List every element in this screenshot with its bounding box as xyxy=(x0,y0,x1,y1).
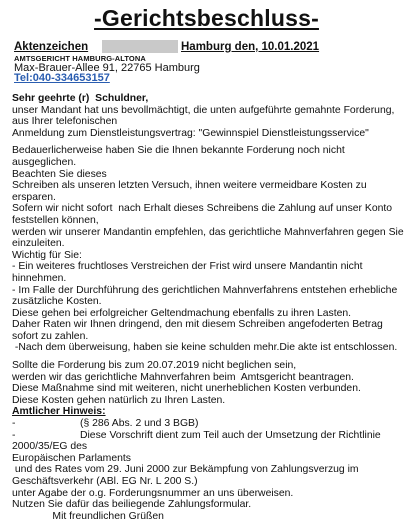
para2-line: Schreiben als unseren letzten Versuch, ihnen weitere vermeidbare Kosten zu xyxy=(12,180,367,192)
letter-body xyxy=(12,93,408,522)
para2-line: Daher Raten wir Ihnen dringend, den mit diesem Schreiben angefoderten Betrag xyxy=(12,319,383,331)
place-date: Hamburg den, 10.01.2021 xyxy=(181,41,320,53)
para2-line: ausgeglichen. xyxy=(12,156,77,168)
para1-line: aus Ihrer telefonischen xyxy=(12,116,118,128)
para2-line: zusätzliche Kosten. xyxy=(12,296,102,308)
para2-line: Bedauerlicherweise haben Sie die Ihnen bekannte Forderung noch nicht xyxy=(12,145,345,157)
header-row xyxy=(14,40,399,54)
para2-line: Diese gehen bei erfolgreicher Geltendmachung ebenfalls zu ihren Lasten. xyxy=(12,307,352,319)
para3-line: Diese Maßnahme sind mit weiteren, nicht unerheblichen Kosten verbunden. xyxy=(12,383,361,395)
para3-line: Sollte die Forderung bis zum 20.07.2019 nicht beglichen sein, xyxy=(12,360,297,372)
phone-link[interactable]: Tel:040-334653157 xyxy=(14,72,110,84)
para2-line: werden wir unserer Mandantin empfehlen, das gerichtliche Mahnverfahren gegen Sie xyxy=(12,226,404,238)
notice-item xyxy=(12,430,408,442)
para2-line: sofort zu zahlen. xyxy=(12,330,89,342)
para2-line: ersparen. xyxy=(12,191,56,203)
notice-text: Diese Vorschrift dient zum Teil auch der Umsetzung der Richtlinie xyxy=(80,429,381,441)
para2-line: Beachten Sie dieses xyxy=(12,168,107,180)
notice-cont-line: und des Rates vom 29. Juni 2000 zur Bekämpfung von Zahlungsverzug im xyxy=(12,464,359,476)
court-address: Max-Brauer-Allee 91, 22765 Hamburg xyxy=(14,62,200,74)
closing: Mit freundlichen Grüßen xyxy=(12,510,164,522)
para1-line: Anmeldung zum Dienstleistungsvertrag: "Gewinnspiel Dienstleistungsservice" xyxy=(12,127,369,139)
para2-line: Sofern wir nicht sofort nach Erhalt dieses Schreibens die Zahlung auf unser Konto xyxy=(12,203,393,215)
notice-text: (§ 286 Abs. 2 und 3 BGB) xyxy=(80,418,199,430)
para2-line: -Nach dem überweisung, haben sie keine schulden mehr.Die akte ist entschlossen. xyxy=(12,342,398,354)
notice-cont-line: unter Agabe der o.g. Forderungsnummer an uns überweisen. xyxy=(12,487,294,499)
notice-cont-line: 2000/35/EG des xyxy=(12,441,88,453)
notice-cont-line: Europäischen Parlaments xyxy=(12,452,131,464)
redacted-case-number xyxy=(102,40,178,53)
para2-line: feststellen können, xyxy=(12,214,99,226)
notice-item xyxy=(12,418,408,430)
notice-heading: Amtlicher Hinweis: xyxy=(12,406,106,418)
para2-line: einzuleiten. xyxy=(12,238,65,250)
para2-line: hinnehmen. xyxy=(12,272,67,284)
aktenzeichen-label: Aktenzeichen xyxy=(14,41,89,53)
para3-line: werden wir das gerichtliche Mahnverfahren beim Amtsgericht beantragen. xyxy=(12,371,354,383)
notice-cont-line: Nutzen Sie dafür das beiliegende Zahlungsformular. xyxy=(12,499,252,511)
para2-line: - Im Falle der Durchführung des gerichtlichen Mahnverfahrens entstehen erhebliche xyxy=(12,284,398,296)
para1-line: unser Mandant hat uns bevollmächtigt, die unten aufgeführte gemahnte Forderung, xyxy=(12,104,395,116)
notice-cont-line: Geschäftsverkehr (ABl. EG Nr. L 200 S.) xyxy=(12,476,198,487)
para2-line: - Ein weiteres fruchtloses Verstreichen der Frist wird unsere Mandantin nicht xyxy=(12,261,363,273)
para3-line: Diese Kosten gehen natürlich zu Ihren Lasten. xyxy=(12,394,226,406)
notice-dash: - xyxy=(12,418,16,430)
notice-dash: - xyxy=(12,429,16,441)
document-title: -Gerichtsbeschluss- xyxy=(94,5,319,31)
salutation: Sehr geehrte (r) Schuldner, xyxy=(12,93,149,104)
para2-line: Wichtig für Sie: xyxy=(12,249,82,261)
court-name: AMTSGERICHT HAMBURG-ALTONA xyxy=(14,54,146,63)
